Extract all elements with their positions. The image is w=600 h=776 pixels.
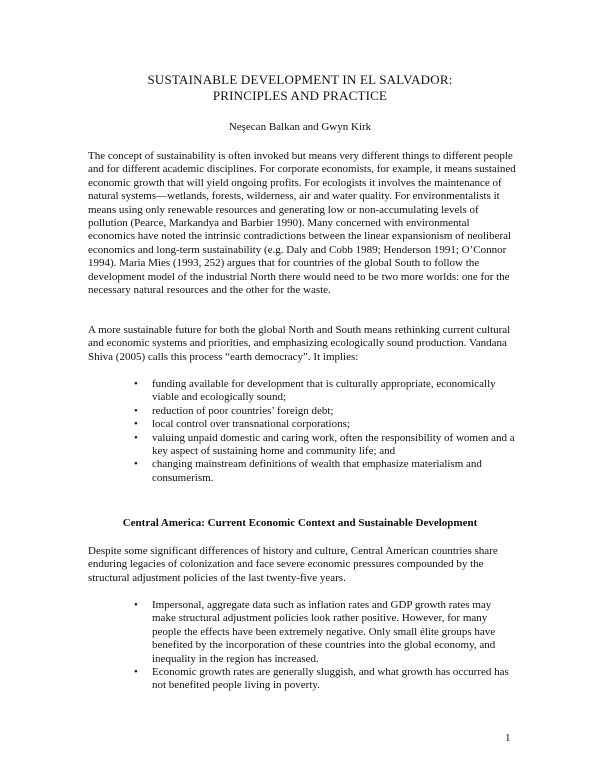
implications-list: [120, 378, 516, 485]
bullet-icon: •: [134, 378, 138, 390]
title-line-1: SUSTAINABLE DEVELOPMENT IN EL SALVADOR:: [147, 72, 453, 87]
bullet-icon: •: [134, 666, 138, 679]
title-line-2: PRINCIPLES AND PRACTICE: [212, 88, 388, 103]
bullet-icon: •: [134, 458, 138, 471]
bullet-icon: •: [134, 599, 138, 611]
earth-democracy-paragraph: A more sustainable future for both the global North and South means rethinking current cultural and economic systems and priorities, and emphasizing ecologically sound production. Vandana Shiva (2005) calls this process “earth democracy”. It implies:: [88, 324, 511, 363]
intro-paragraph: The concept of sustainability is often invoked but means very different things to different people and for different academic disciplines. For corporate economists, for example, it means sustained economic growth that will yield ongoing profits. For ecologists it involves the maintenance of natural systems—wetlands, forests, wilderness, air and water quality. For environmentalists it means using only renewable resources and generating low or non-accumulating levels of pollution (Pearce, Markandya and Barbier 1990). Many concerned with environmental economics have noted the intrinsic contradictions between the linear expansionism of neoliberal economics and long-term sustainability (e.g. Daly and Cobb 1989; Henderson 1991; O’Connor 1994). Maria Mies (1993, 252) argues that for countries of the global South to follow the development model of the industrial North there would need to be two more worlds: one for the necessary natural resources and the other for the waste.: [88, 150, 516, 297]
bullet-icon: •: [134, 404, 138, 417]
list-item: • funding available for development that is culturally appropriate, economically viable and ecologically sound;: [134, 378, 496, 404]
authors: Neşecan Balkan and Gwyn Kirk: [228, 121, 372, 133]
list-item: • valuing unpaid domestic and caring work, often the responsibility of women and a key aspect of sustaining home and community life; and: [134, 431, 515, 458]
page-number: 1: [505, 732, 511, 744]
section-bullet-list: [120, 599, 516, 693]
list-item: • changing mainstream definitions of wealth that emphasize materialism and consumerism.: [134, 458, 482, 484]
list-item: • Economic growth rates are generally sluggish, and what growth has occurred has not benefited people living in poverty.: [134, 666, 509, 692]
section-paragraph: Despite some significant differences of history and culture, Central American countries share enduring legacies of colonization and face severe economic pressures compounded by the structural adjustment policies of the last twenty-five years.: [88, 545, 498, 584]
list-item: • Impersonal, aggregate data such as inflation rates and GDP growth rates may make structural adjustment policies look rather positive. However, for many people the effects have been extremely negative. Only small élite groups have benefited by the incorporation of these countries into the global economy, and inequality in the region has increased.: [134, 599, 496, 665]
section-heading: Central America: Current Economic Context and Sustainable Development: [122, 517, 478, 529]
list-item: • reduction of poor countries’ foreign debt;: [134, 404, 334, 417]
bullet-icon: •: [134, 418, 138, 431]
list-item: • local control over transnational corporations;: [134, 418, 350, 431]
bullet-icon: •: [134, 431, 138, 444]
document-title: [0, 72, 600, 104]
